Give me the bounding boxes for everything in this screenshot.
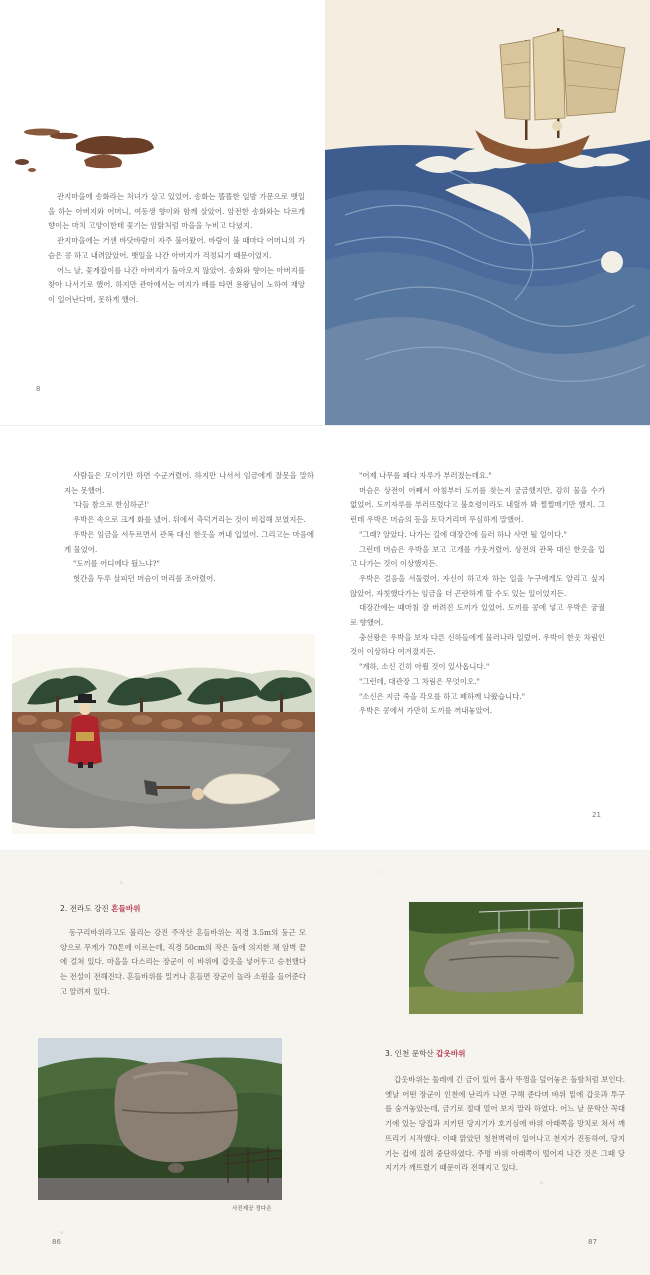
armor-rock-image — [409, 902, 583, 1014]
paragraph: 어느 날, 꽃게잡이를 나간 아버지가 돌아오지 않았어. 송화와 향이는 아버지를 찾아 나서기로 했어. 하지만 관아에서는 여지가 배를 타면 용왕님이 노하여 재앙이 일어난다며, 못하게 했어. — [48, 265, 305, 304]
section-2-prefix: 2. 전라도 강진 — [60, 904, 112, 913]
paragraph: "도끼를 어디에다 뒀느냐?" — [73, 559, 160, 569]
paragraph: 헛간을 두루 살피던 머슴이 머리를 조아렸어. — [73, 573, 216, 583]
page-number-right: 87 — [588, 1238, 597, 1246]
balancing-rock-image — [38, 1038, 282, 1200]
section-3-prefix: 3. 인천 문학산 — [385, 1049, 437, 1058]
paragraph: 관지마을에는 거센 바닷바람이 자주 불어왔어. 바람이 불 때마다 어머니의 가슴은 콩 하고 내려앉았어. 뱃일을 나간 아버지가 걱정되기 때문이었지. — [48, 236, 305, 260]
paragraph: 관지마을에 송화라는 처녀가 살고 있었어. 송화는 똘똘한 일밤 가문으로 뱃일을 하는 아버지와 어머니, 여동생 향이와 함께 살았어. 암전한 송화와는 다르게 향이는 마치 고양이한테 꽃기는 암탉처럼 마을을 누비고 다녔지. — [48, 192, 305, 231]
paragraph: 그런데 머슴은 우박을 보고 고개를 갸웃거렸어. 상전의 관복 대신 한옷을 입고 나가는 것이 이상했지든. — [350, 544, 605, 569]
balancing-rock-photo — [38, 1038, 282, 1200]
paragraph: "어제 나무를 패다 자루가 부러졌는데요." — [359, 471, 492, 480]
paragraph: "계하, 소신 긴히 아뢸 것이 있사옵니다." — [359, 662, 490, 672]
paragraph: 충선왕은 우박을 보자 다른 신하들에게 물러나라 일렀어. 우박이 한옷 차림인 것이 이상하다 여겨졌지든. — [350, 632, 605, 657]
section-3-highlight: 갑옷바위 — [436, 1049, 466, 1058]
paragraph: 머슴은 상전이 어째서 아침부터 도끼를 찾는지 궁금했지만, 감히 물을 수가 없었어. 도끼자루를 부러뜨렸다고 불호령이라도 내릴까 봐 쩔쩔매기만 했지. 그런데 우박은 머슴의 등을 토닥거리며 무심하게 말했어. — [350, 485, 605, 525]
armor-rock-photo — [409, 902, 583, 1014]
sea-storm-illustration — [325, 0, 650, 425]
story-text-left — [64, 469, 314, 587]
photo-caption: 사진제공 정다은 — [232, 1206, 272, 1212]
section-2-highlight: 흔들바위 — [111, 904, 141, 913]
paragraph: 우박은 임금을 서두르면서 관복 대신 한옷을 꺼내 입었어. 그리고는 마음에게 물었어. — [64, 529, 314, 554]
story-text-right — [350, 469, 605, 719]
section-2-heading — [60, 903, 141, 914]
paragraph: 사람들은 모이기만 하면 수군거렸어. 하지만 나서서 임금에게 잘못을 말하지는 못했어. — [64, 471, 314, 495]
paragraph: 동구리바위라고도 불리는 강진 주작산 흔들바위는 직경 3.5m의 둥근 모양으로 무게가 70톤에 이르는데, 직경 50cm의 작은 돌에 의지한 채 암벽 끝에 걸쳐 있다. 마을을 다스리는 장군이 이 바위에 갑옷을 넣어두고 승천했다는 전설이 전해진다. 흔들바위를 밀거나 흔들면 장군이 놀라 소원을 들어준다고 알려져 있다. — [60, 928, 306, 996]
story-text — [48, 190, 305, 308]
spread-1 — [0, 0, 650, 425]
paragraph: 갑옷바위는 둘레에 긴 금이 있어 흡사 뚜껑을 덮어놓은 돌함처럼 보인다. 옛날 어떤 장군이 인천에 난리가 나면 구해 준다며 바위 밑에 갑옷과 투구를 숨겨놓았는데, 금기로 절대 열어 보지 말라 하였다. 어느 날 문학산 꼭대기에 있는 당집과 지키던 당지기가 호기심에 바위 아래쪽을 망치로 쳐서 깨뜨리기 시작했다. 이때 맑았던 청천벽력이 일어나고 천지가 진동하여, 당지기는 겁에 질려 중단하였다. 주명 바위 아래쪽이 떨어져 나간 것은 그때 당지기가 깨뜨렸기 때문이라 전해지고 있다. — [385, 1075, 625, 1173]
rocks-illustration — [14, 122, 164, 174]
courtyard-illustration — [12, 634, 315, 834]
page-number-left: 86 — [52, 1238, 61, 1246]
paragraph: 대장간에는 때마침 잘 버려진 도끼가 있었어. 도끼를 콩에 넣고 우박은 궁궐로 향했어. — [350, 603, 605, 628]
paragraph: "소신은 지금 죽을 각오를 하고 폐하께 나왔습니다." — [359, 691, 526, 701]
paragraph: "그래? 알았다. 나가는 길에 대장간에 들러 하나 사면 될 일이다." — [359, 529, 567, 539]
paragraph: 우박은 속으로 크게 화를 냈어. 뒤에서 측덕거리는 것이 비겁해 보였지든. — [73, 515, 306, 525]
paragraph: 우박은 콩에서 가만히 도끼를 꺼내놓았어. — [359, 706, 493, 716]
paragraph: '다들 참으로 한심하군!' — [73, 500, 149, 510]
paragraph: 우박은 걸음을 서둘렀어. 자신이 하고자 하는 일을 누구에게도 알리고 싶지 않았어. 자칫했다가는 임금을 더 곤란하게 할 수도 있는 일이었지든. — [350, 573, 605, 598]
page-number: 8 — [36, 385, 41, 393]
section-3-heading — [385, 1048, 466, 1059]
section-2-text — [60, 926, 306, 1000]
paragraph: "그런데, 대관장 그 차림은 무엇이오." — [359, 676, 480, 686]
section-3-text — [385, 1073, 625, 1176]
page-number: 21 — [592, 811, 601, 819]
